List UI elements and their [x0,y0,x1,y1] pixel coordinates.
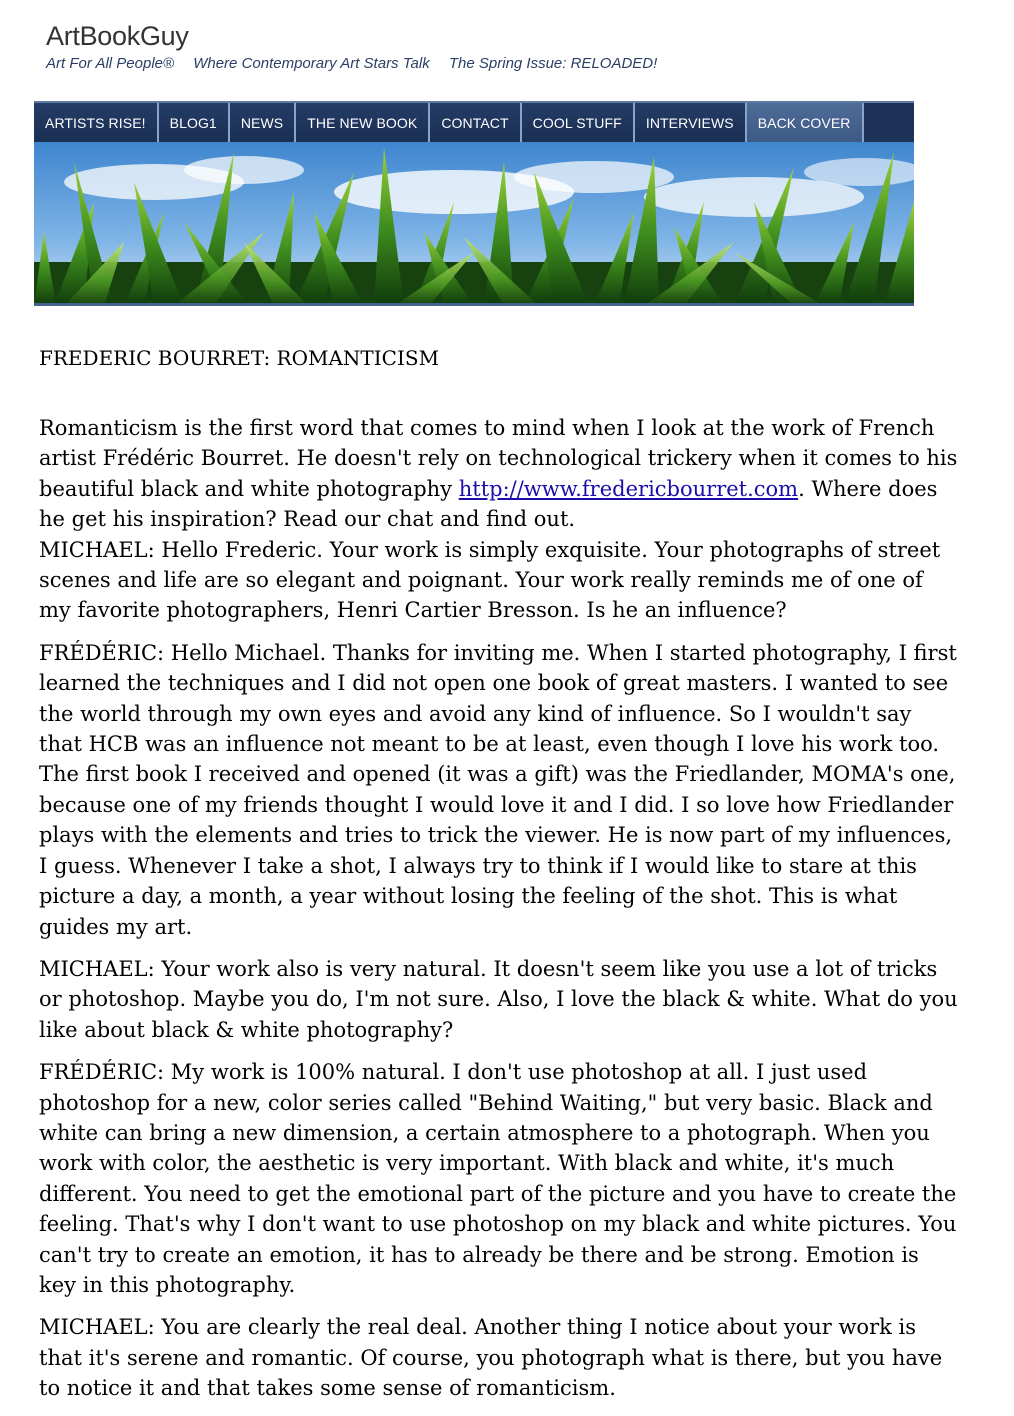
nav-item-interviews[interactable]: INTERVIEWS [635,103,747,142]
interview-paragraph: FRÉDÉRIC: My work is 100% natural. I don't use photoshop at all. I just used photoshop for a new, color series called "Behind Waiting," but very basic. Black and white can bring a new dimension, a certain atmosphere to a photograph. When you work with color, the aesthetic is very important. With black and white, it's much different. You need to get the emotional part of the picture and you have to create the feeling. That's why I don't want to use photoshop on my black and white pictures. You can't try to create an emotion, it has to already be there and be strong. Emotion is key in this photography. [39,1060,957,1297]
nav-item-artists-rise[interactable]: ARTISTS RISE! [34,103,159,142]
article-intro [39,413,959,535]
artist-website-link[interactable]: http://www.fredericbourret.com [458,476,799,501]
nav-item-contact[interactable]: CONTACT [430,103,521,142]
site-title[interactable]: ArtBookGuy [46,21,189,51]
article-title: FREDERIC BOURRET: ROMANTICISM [39,346,440,370]
intro-text: Romanticism is the first word that comes to mind when I look at the work of French artist Frédéric Bourret. He doesn't rely on technological trickery when it comes to his beautiful black and white photography [39,416,958,501]
main-nav [34,101,914,142]
article [39,344,959,1416]
nav-item-cool-stuff[interactable]: COOL STUFF [522,103,635,142]
nav-item-back-cover[interactable]: BACK COVER [747,103,864,142]
tagline-part: Art For All People® [46,55,175,72]
interview-paragraph: MICHAEL: Your work also is very natural. It doesn't seem like you use a lot of tricks or photoshop. Maybe you do, I'm not sure. Also, I love the black & white. What do you like about black & white photography? [39,956,958,1042]
nav-item-news[interactable]: NEWS [230,103,296,142]
nav-item-the-new-book[interactable]: THE NEW BOOK [296,103,430,142]
tagline-part: Where Contemporary Art Stars Talk [193,55,430,72]
site-tagline [46,55,946,72]
interview-paragraph: MICHAEL: Hello Frederic. Your work is simply exquisite. Your photographs of street scenes and life are so elegant and poignant. Your work really reminds me of one of my favorite photographers, Henri Cartier Bresson. Is he an influence? [39,537,941,623]
grass-sky-banner [34,142,914,306]
site-header [46,18,946,72]
intro-text: . Where does he get his inspiration? Read our chat and find out. [39,476,938,532]
interview-paragraph: MICHAEL: You are clearly the real deal. Another thing I notice about your work is that it's serene and romantic. Of course, you photograph what is there, but you have to notice it and that takes some sense of romanticism. [39,1315,943,1401]
tagline-part: The Spring Issue: RELOADED! [448,55,658,72]
interview-paragraph: FRÉDÉRIC: Hello Michael. Thanks for inviting me. When I started photography, I first learned the techniques and I did not open one book of great masters. I wanted to see the world through my own eyes and avoid any kind of influence. So I wouldn't say that HCB was an influence not meant to be at least, even though I love his work too. The first book I received and opened (it was a gift) was the Friedlander, MOMA's one, because one of my friends thought I would love it and I did. I so love how Friedlander plays with the elements and tries to trick the viewer. He is now part of my influences, I guess. Whenever I take a shot, I always try to think if I would like to stare at this picture a day, a month, a year without losing the feeling of the shot. This is what guides my art. [39,640,957,939]
nav-item-blog1[interactable]: BLOG1 [159,103,230,142]
